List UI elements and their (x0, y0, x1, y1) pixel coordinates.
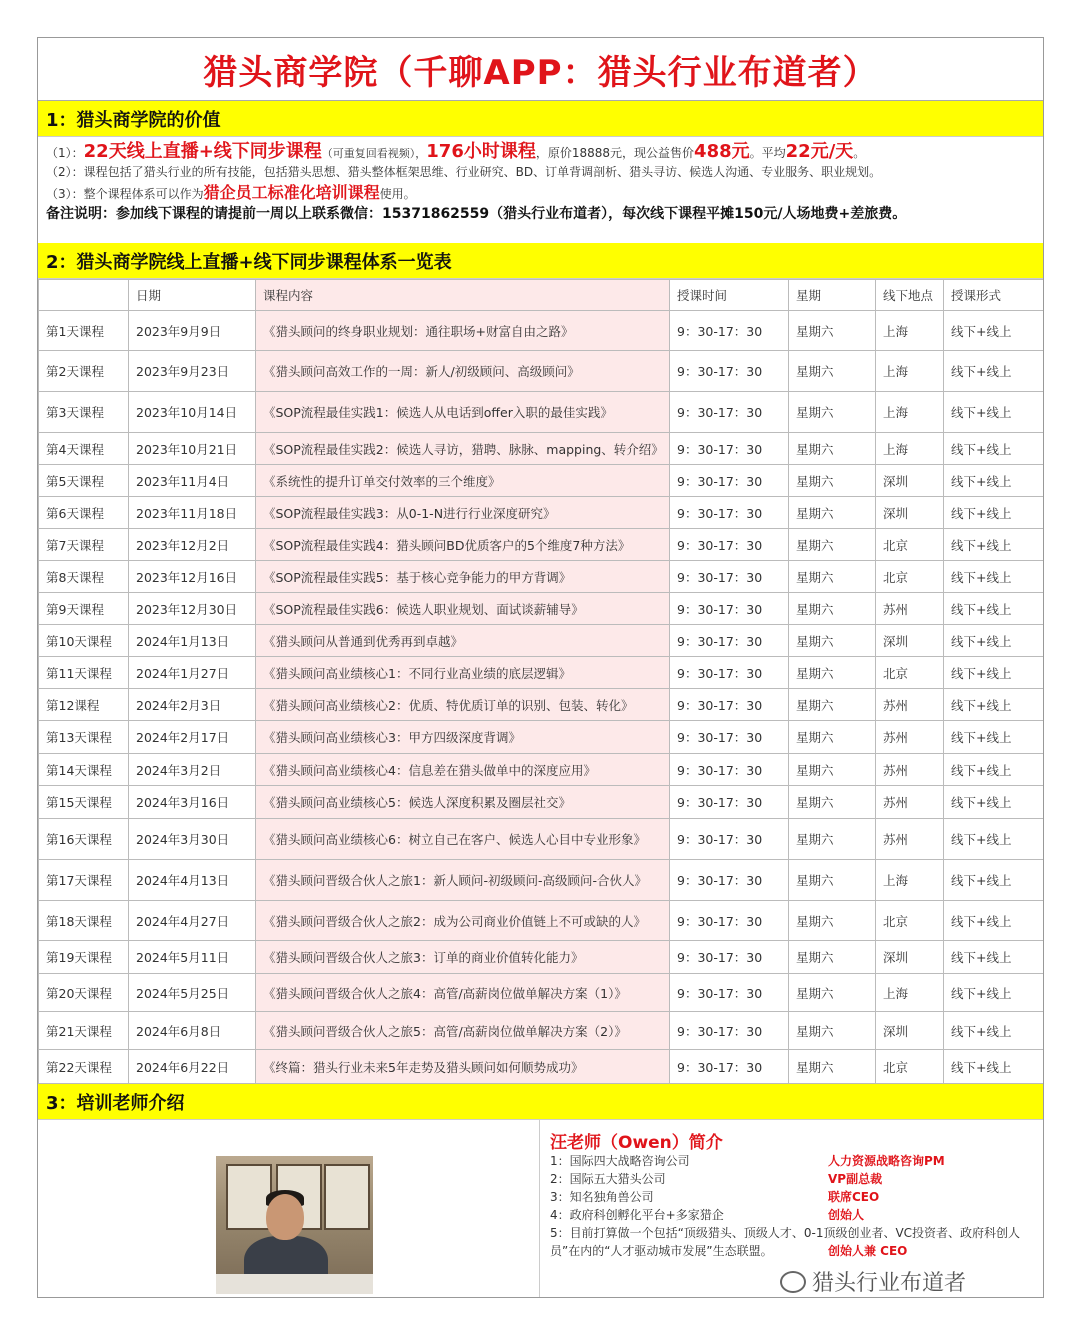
cell-date: 2024年5月25日 (129, 974, 256, 1012)
cell-date: 2024年3月16日 (129, 786, 256, 819)
cell-place: 苏州 (876, 689, 944, 721)
cell-time: 9：30-17：30 (670, 1012, 789, 1050)
cell-place: 苏州 (876, 754, 944, 786)
cell-content: 《猎头顾问晋级合伙人之旅4：高管/高薪岗位做单解决方案（1）》 (256, 974, 670, 1012)
cell-place: 北京 (876, 561, 944, 593)
cell-form: 线下+线上 (944, 974, 1045, 1012)
cell-form: 线下+线上 (944, 860, 1045, 901)
cell-form: 线下+线上 (944, 786, 1045, 819)
cell-n: 第2天课程 (39, 351, 129, 392)
cell-time: 9：30-17：30 (670, 819, 789, 860)
daily-price-highlight: 22元/天 (785, 141, 854, 162)
cell-n: 第15天课程 (39, 786, 129, 819)
cell-day: 星期六 (789, 786, 876, 819)
cell-form: 线下+线上 (944, 465, 1045, 497)
cell-content: 《SOP流程最佳实践4：猎头顾问BD优质客户的5个维度7种方法》 (256, 529, 670, 561)
cell-content: 《猎头顾问高效工作的一周：新人/初级顾问、高级顾问》 (256, 351, 670, 392)
column-header: 授课时间 (670, 280, 789, 311)
cell-n: 第9天课程 (39, 593, 129, 625)
cell-date: 2023年10月14日 (129, 392, 256, 433)
cell-place: 深圳 (876, 465, 944, 497)
watermark: 猎头行业布道者 (780, 1266, 966, 1297)
cell-form: 线下+线上 (944, 561, 1045, 593)
table-row (39, 754, 1045, 786)
cell-n: 第7天课程 (39, 529, 129, 561)
cell-date: 2024年6月8日 (129, 1012, 256, 1050)
cell-place: 苏州 (876, 786, 944, 819)
cell-time: 9：30-17：30 (670, 392, 789, 433)
section-value-body (38, 137, 1043, 243)
cell-n: 第13天课程 (39, 721, 129, 754)
credential-item: 2：国际五大猎头公司 VP副总裁 (550, 1172, 883, 1186)
table-row (39, 901, 1045, 941)
cell-n: 第17天课程 (39, 860, 129, 901)
cell-date: 2023年11月18日 (129, 497, 256, 529)
table-row (39, 689, 1045, 721)
cell-place: 苏州 (876, 721, 944, 754)
cell-date: 2024年3月2日 (129, 754, 256, 786)
cell-n: 第21天课程 (39, 1012, 129, 1050)
cell-time: 9：30-17：30 (670, 625, 789, 657)
cell-time: 9：30-17：30 (670, 593, 789, 625)
course-sheet (37, 37, 1044, 1298)
cell-content: 《SOP流程最佳实践5：基于核心竞争能力的甲方背调》 (256, 561, 670, 593)
price-highlight: 488元 (694, 141, 750, 162)
cell-date: 2023年11月4日 (129, 465, 256, 497)
cell-time: 9：30-17：30 (670, 860, 789, 901)
table-row (39, 392, 1045, 433)
table-row (39, 974, 1045, 1012)
schedule-table (38, 279, 1044, 1084)
cell-form: 线下+线上 (944, 657, 1045, 689)
cell-content: 《猎头顾问高业绩核心6：树立自己在客户、候选人心目中专业形象》 (256, 819, 670, 860)
cell-time: 9：30-17：30 (670, 351, 789, 392)
cell-content: 《终篇：猎头行业未来5年走势及猎头顾问如何顺势成功》 (256, 1050, 670, 1084)
value-line-2: （2）：课程包括了猎头行业的所有技能，包括猎头思想、猎头整体框架思维、行业研究、BD、订单背调剖析、猎头寻访、候选人沟通、专业服务、职业规划。 (46, 165, 882, 179)
cell-time: 9：30-17：30 (670, 721, 789, 754)
cell-place: 苏州 (876, 593, 944, 625)
cell-day: 星期六 (789, 657, 876, 689)
cell-day: 星期六 (789, 561, 876, 593)
cell-day: 星期六 (789, 721, 876, 754)
cell-date: 2023年9月9日 (129, 311, 256, 351)
cell-day: 星期六 (789, 351, 876, 392)
cell-n: 第10天课程 (39, 625, 129, 657)
cell-date: 2024年6月22日 (129, 1050, 256, 1084)
cell-n: 第20天课程 (39, 974, 129, 1012)
table-row (39, 625, 1045, 657)
cell-place: 深圳 (876, 497, 944, 529)
cell-place: 北京 (876, 529, 944, 561)
cell-n: 第19天课程 (39, 941, 129, 974)
cell-form: 线下+线上 (944, 754, 1045, 786)
cell-day: 星期六 (789, 529, 876, 561)
cell-time: 9：30-17：30 (670, 689, 789, 721)
value-line-1: （1）：22天线上直播+线下同步课程（可重复回看视频），176小时课程，原价18888元，现公益售价488元。平均22元/天。 (46, 141, 866, 162)
cell-day: 星期六 (789, 1050, 876, 1084)
training-highlight: 猎企员工标准化培训课程 (203, 183, 380, 202)
cell-content: 《猎头顾问高业绩核心5：候选人深度积累及圈层社交》 (256, 786, 670, 819)
cell-day: 星期六 (789, 974, 876, 1012)
cell-time: 9：30-17：30 (670, 433, 789, 465)
cell-place: 上海 (876, 433, 944, 465)
cell-day: 星期六 (789, 689, 876, 721)
table-row (39, 860, 1045, 901)
cell-form: 线下+线上 (944, 433, 1045, 465)
cell-time: 9：30-17：30 (670, 941, 789, 974)
cell-place: 深圳 (876, 625, 944, 657)
cell-date: 2024年4月27日 (129, 901, 256, 941)
table-row (39, 1050, 1045, 1084)
credential-item: 4：政府科创孵化平台+多家猎企 创始人 (550, 1208, 865, 1222)
cell-day: 星期六 (789, 593, 876, 625)
cell-n: 第5天课程 (39, 465, 129, 497)
cell-content: 《SOP流程最佳实践6：候选人职业规划、面试谈薪辅导》 (256, 593, 670, 625)
cell-place: 深圳 (876, 941, 944, 974)
cell-form: 线下+线上 (944, 311, 1045, 351)
cell-time: 9：30-17：30 (670, 974, 789, 1012)
online-course-highlight: 22天线上直播+线下同步课程 (83, 141, 322, 162)
cell-place: 北京 (876, 901, 944, 941)
table-row (39, 497, 1045, 529)
cell-date: 2023年12月2日 (129, 529, 256, 561)
cell-form: 线下+线上 (944, 721, 1045, 754)
hours-highlight: 176小时课程 (426, 141, 536, 162)
cell-date: 2024年3月30日 (129, 819, 256, 860)
cell-form: 线下+线上 (944, 497, 1045, 529)
cell-time: 9：30-17：30 (670, 1050, 789, 1084)
credential-role: 创始人兼 CEO (828, 1244, 908, 1258)
table-row (39, 561, 1045, 593)
cell-form: 线下+线上 (944, 1050, 1045, 1084)
cell-day: 星期六 (789, 1012, 876, 1050)
cell-date: 2024年1月27日 (129, 657, 256, 689)
cell-date: 2023年9月23日 (129, 351, 256, 392)
credential-role: VP副总裁 (828, 1172, 883, 1186)
table-row (39, 351, 1045, 392)
column-header: 课程内容 (256, 280, 670, 311)
table-row (39, 819, 1045, 860)
cell-place: 深圳 (876, 1012, 944, 1050)
cell-day: 星期六 (789, 941, 876, 974)
cell-content: 《SOP流程最佳实践2：候选人寻访，猎聘、脉脉、mapping、转介绍》 (256, 433, 670, 465)
cell-form: 线下+线上 (944, 593, 1045, 625)
table-row (39, 1012, 1045, 1050)
table-row (39, 433, 1045, 465)
table-row (39, 529, 1045, 561)
column-header (39, 280, 129, 311)
cell-n: 第16天课程 (39, 819, 129, 860)
cell-time: 9：30-17：30 (670, 497, 789, 529)
table-header-row (39, 280, 1045, 311)
cell-content: 《猎头顾问高业绩核心2：优质、特优质订单的识别、包装、转化》 (256, 689, 670, 721)
cell-form: 线下+线上 (944, 901, 1045, 941)
cell-date: 2023年12月30日 (129, 593, 256, 625)
wechat-logo-icon (780, 1271, 806, 1293)
teacher-photo (216, 1156, 373, 1294)
cell-form: 线下+线上 (944, 689, 1045, 721)
table-row (39, 786, 1045, 819)
cell-time: 9：30-17：30 (670, 529, 789, 561)
credential-item: 1：国际四大战略咨询公司 人力资源战略咨询PM (550, 1154, 945, 1168)
cell-day: 星期六 (789, 819, 876, 860)
cell-place: 北京 (876, 657, 944, 689)
cell-form: 线下+线上 (944, 1012, 1045, 1050)
table-row (39, 465, 1045, 497)
cell-day: 星期六 (789, 311, 876, 351)
cell-day: 星期六 (789, 754, 876, 786)
cell-n: 第11天课程 (39, 657, 129, 689)
cell-time: 9：30-17：30 (670, 786, 789, 819)
cell-n: 第6天课程 (39, 497, 129, 529)
cell-content: 《SOP流程最佳实践3：从0-1-N进行行业深度研究》 (256, 497, 670, 529)
cell-place: 苏州 (876, 819, 944, 860)
cell-form: 线下+线上 (944, 351, 1045, 392)
value-line-3: （3）：整个课程体系可以作为猎企员工标准化培训课程使用。 (46, 183, 416, 202)
cell-content: 《猎头顾问高业绩核心4：信息差在猎头做单中的深度应用》 (256, 754, 670, 786)
cell-form: 线下+线上 (944, 529, 1045, 561)
cell-content: 《猎头顾问晋级合伙人之旅2：成为公司商业价值链上不可或缺的人》 (256, 901, 670, 941)
column-header: 星期 (789, 280, 876, 311)
credential-role: 联席CEO (828, 1190, 880, 1204)
cell-day: 星期六 (789, 433, 876, 465)
cell-date: 2024年2月3日 (129, 689, 256, 721)
cell-date: 2024年4月13日 (129, 860, 256, 901)
cell-time: 9：30-17：30 (670, 311, 789, 351)
cell-form: 线下+线上 (944, 941, 1045, 974)
cell-date: 2023年12月16日 (129, 561, 256, 593)
credential-role: 人力资源战略咨询PM (828, 1154, 945, 1168)
cell-date: 2024年5月11日 (129, 941, 256, 974)
cell-day: 星期六 (789, 860, 876, 901)
cell-n: 第8天课程 (39, 561, 129, 593)
cell-form: 线下+线上 (944, 625, 1045, 657)
cell-content: 《猎头顾问晋级合伙人之旅5：高管/高薪岗位做单解决方案（2）》 (256, 1012, 670, 1050)
table-row (39, 657, 1045, 689)
cell-day: 星期六 (789, 392, 876, 433)
divider (539, 1120, 540, 1298)
credential-role: 创始人 (828, 1208, 865, 1222)
cell-content: 《猎头顾问高业绩核心1：不同行业高业绩的底层逻辑》 (256, 657, 670, 689)
section-teacher-heading: 3：培训老师介绍 (38, 1084, 1043, 1120)
cell-place: 上海 (876, 392, 944, 433)
cell-form: 线下+线上 (944, 819, 1045, 860)
table-row (39, 941, 1045, 974)
page-title: 猎头商学院（千聊APP：猎头行业布道者） (38, 38, 1043, 101)
cell-content: 《SOP流程最佳实践1：候选人从电话到offer入职的最佳实践》 (256, 392, 670, 433)
cell-content: 《猎头顾问晋级合伙人之旅3：订单的商业价值转化能力》 (256, 941, 670, 974)
cell-content: 《猎头顾问从普通到优秀再到卓越》 (256, 625, 670, 657)
cell-n: 第3天课程 (39, 392, 129, 433)
credential-item: 3：知名独角兽公司 联席CEO (550, 1190, 880, 1204)
cell-date: 2023年10月21日 (129, 433, 256, 465)
cell-form: 线下+线上 (944, 392, 1045, 433)
cell-place: 北京 (876, 1050, 944, 1084)
column-header: 线下地点 (876, 280, 944, 311)
cell-day: 星期六 (789, 625, 876, 657)
remark-note: 备注说明：参加线下课程的请提前一周以上联系微信：15371862559（猎头行业布道者），每次线下课程平摊150元/人场地费+差旅费。 (46, 206, 907, 222)
cell-time: 9：30-17：30 (670, 754, 789, 786)
cell-n: 第4天课程 (39, 433, 129, 465)
teacher-name: 汪老师（Owen）简介 (550, 1133, 723, 1153)
cell-day: 星期六 (789, 497, 876, 529)
credential-item: 5：目前打算做一个包括“顶级猎头、顶级人才、0-1顶级创业者、VC投资者、政府科创人员”在内的“人才驱动城市发展”生态联盟。 创始人兼 CEO (550, 1226, 1021, 1258)
teacher-credentials (550, 1152, 1040, 1260)
cell-place: 上海 (876, 311, 944, 351)
cell-content: 《猎头顾问的终身职业规划：通往职场+财富自由之路》 (256, 311, 670, 351)
cell-time: 9：30-17：30 (670, 561, 789, 593)
table-row (39, 593, 1045, 625)
cell-content: 《系统性的提升订单交付效率的三个维度》 (256, 465, 670, 497)
column-header: 授课形式 (944, 280, 1045, 311)
table-row (39, 721, 1045, 754)
cell-n: 第12课程 (39, 689, 129, 721)
section-schedule-heading: 2：猎头商学院线上直播+线下同步课程体系一览表 (38, 243, 1043, 279)
column-header: 日期 (129, 280, 256, 311)
cell-n: 第22天课程 (39, 1050, 129, 1084)
cell-n: 第18天课程 (39, 901, 129, 941)
cell-n: 第14天课程 (39, 754, 129, 786)
cell-time: 9：30-17：30 (670, 901, 789, 941)
cell-content: 《猎头顾问晋级合伙人之旅1：新人顾问-初级顾问-高级顾问-合伙人》 (256, 860, 670, 901)
cell-time: 9：30-17：30 (670, 657, 789, 689)
cell-place: 上海 (876, 974, 944, 1012)
cell-date: 2024年1月13日 (129, 625, 256, 657)
cell-time: 9：30-17：30 (670, 465, 789, 497)
cell-place: 上海 (876, 351, 944, 392)
cell-content: 《猎头顾问高业绩核心3：甲方四级深度背调》 (256, 721, 670, 754)
table-row (39, 311, 1045, 351)
cell-day: 星期六 (789, 901, 876, 941)
cell-date: 2024年2月17日 (129, 721, 256, 754)
cell-place: 上海 (876, 860, 944, 901)
section-value-heading: 1：猎头商学院的价值 (38, 101, 1043, 137)
cell-n: 第1天课程 (39, 311, 129, 351)
cell-day: 星期六 (789, 465, 876, 497)
